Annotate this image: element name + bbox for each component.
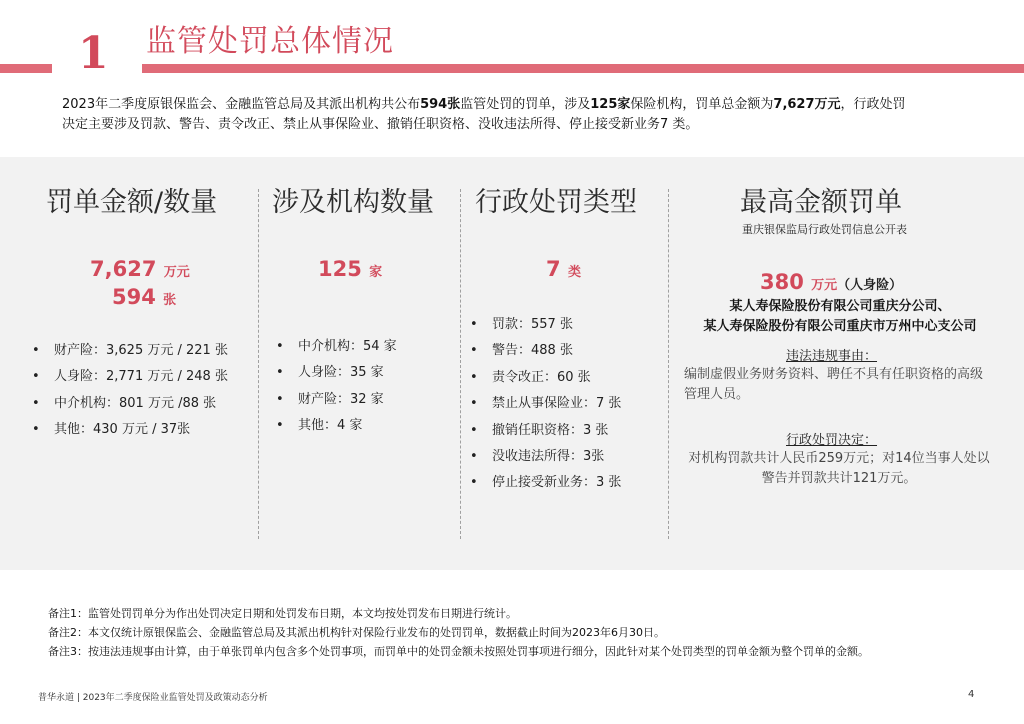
total-amount-unit: 万元 <box>163 265 190 280</box>
column-divider <box>258 189 259 539</box>
highest-column-title: 最高金额罚单 <box>740 187 902 218</box>
company-name-2: 某人寿保险股份有限公司重庆市万州中心支公司 <box>703 319 977 334</box>
list-item: • 撤销任职资格：3 张 <box>466 418 621 444</box>
footer-text: 普华永道 | 2023年二季度保险业监管处罚及政策动态分析 <box>38 693 268 703</box>
footnote-2: 备注2：本文仅统计原银保监会、金融监管总局及其派出机构针对保险行业发布的处罚罚单，数据截止时间为2023年6月30日。 <box>48 626 665 639</box>
decision-text: 对机构罚款共计人民币259万元；对14位当事人处以警告并罚款共计121万元。 <box>688 451 990 486</box>
intro-text: 保险机构，罚单总金额为 <box>630 97 774 112</box>
types-total-value: 7 <box>546 257 561 281</box>
intro-text: 监管处罚的罚单，涉及 <box>460 97 591 112</box>
institutions-total-value: 125 <box>318 257 362 281</box>
highest-amount-value: 380 <box>760 270 804 294</box>
institutions-total-unit: 家 <box>369 265 383 280</box>
header-bar-left <box>0 64 52 73</box>
intro-line-2: 决定主要涉及罚款、警告、责令改正、禁止从事保险业、撤销任职资格、没收违法所得、停止接受新业务7 类。 <box>62 117 699 132</box>
page-number: 4 <box>968 689 975 700</box>
intro-line-1 <box>62 95 982 115</box>
list-item: • 没收违法所得：3张 <box>466 444 621 470</box>
types-breakdown-list <box>466 312 621 497</box>
highest-amount-unit: 万元 <box>811 278 838 293</box>
list-item: • 中介机构：801 万元 /88 张 <box>28 391 228 417</box>
footnote-3: 备注3：按违法违规事由计算，由于单张罚单内包含多个处罚事项，而罚单中的处罚金额未按照处罚事项进行细分，因此针对某个处罚类型的罚单金额为整个罚单的金额。 <box>48 645 869 658</box>
types-total-unit: 类 <box>567 265 581 280</box>
header-bar-right <box>142 64 1024 73</box>
list-item: • 人身险：2,771 万元 / 248 张 <box>28 364 228 390</box>
summary-panel <box>0 157 1024 570</box>
list-item: • 禁止从事保险业：7 张 <box>466 391 621 417</box>
list-item: • 人身险：35 家 <box>272 360 397 386</box>
list-item: • 财产险：3,625 万元 / 221 张 <box>28 338 228 364</box>
footnotes <box>48 604 1008 661</box>
list-item: • 警告：488 张 <box>466 338 621 364</box>
amount-breakdown-list <box>28 338 228 444</box>
total-amount <box>90 256 190 286</box>
intro-highlight-amount: 7,627万元 <box>773 97 841 112</box>
highest-column-subtitle: 重庆银保监局行政处罚信息公开表 <box>742 223 907 236</box>
institutions-column-title: 涉及机构数量 <box>272 187 434 218</box>
list-item: • 财产险：32 家 <box>272 387 397 413</box>
list-item: • 责令改正：60 张 <box>466 365 621 391</box>
intro-text: 2023年二季度原银保监会、金融监管总局及其派出机构共公布 <box>62 97 421 112</box>
intro-highlight-institutions: 125家 <box>590 97 631 112</box>
types-column-title: 行政处罚类型 <box>475 187 637 218</box>
highest-amount-note: （人身险） <box>837 278 903 293</box>
institutions-total <box>318 256 382 286</box>
company-name-1: 某人寿保险股份有限公司重庆分公司、 <box>729 299 951 314</box>
amount-column-title: 罚单金额/数量 <box>46 187 218 218</box>
column-divider <box>460 189 461 539</box>
column-divider <box>668 189 669 539</box>
list-item: • 停止接受新业务：3 张 <box>466 470 621 496</box>
intro-highlight-count: 594张 <box>420 97 461 112</box>
intro-paragraph <box>62 95 982 135</box>
decision-heading: 行政处罚决定： <box>786 433 878 448</box>
total-amount-value: 7,627 <box>90 257 157 281</box>
total-count <box>112 284 176 314</box>
section-title: 监管处罚总体情况 <box>146 24 394 59</box>
reason-text: 编制虚假业务财务资料、聘任不具有任职资格的高级管理人员。 <box>684 367 984 402</box>
list-item: • 其他：4 家 <box>272 413 397 439</box>
list-item: • 中介机构：54 家 <box>272 334 397 360</box>
highest-amount <box>760 269 902 299</box>
institutions-breakdown-list <box>272 334 397 440</box>
list-item: • 其他：430 万元 / 37张 <box>28 417 228 443</box>
types-total <box>546 256 581 286</box>
list-item: • 罚款：557 张 <box>466 312 621 338</box>
intro-text: ，行政处罚 <box>840 97 906 112</box>
total-count-value: 594 <box>112 285 156 309</box>
section-number: 1 <box>78 28 109 79</box>
reason-heading: 违法违规事由： <box>786 349 878 364</box>
footnote-1: 备注1：监管处罚罚单分为作出处罚决定日期和处罚发布日期，本文均按处罚发布日期进行统计。 <box>48 607 517 620</box>
total-count-unit: 张 <box>163 293 177 308</box>
